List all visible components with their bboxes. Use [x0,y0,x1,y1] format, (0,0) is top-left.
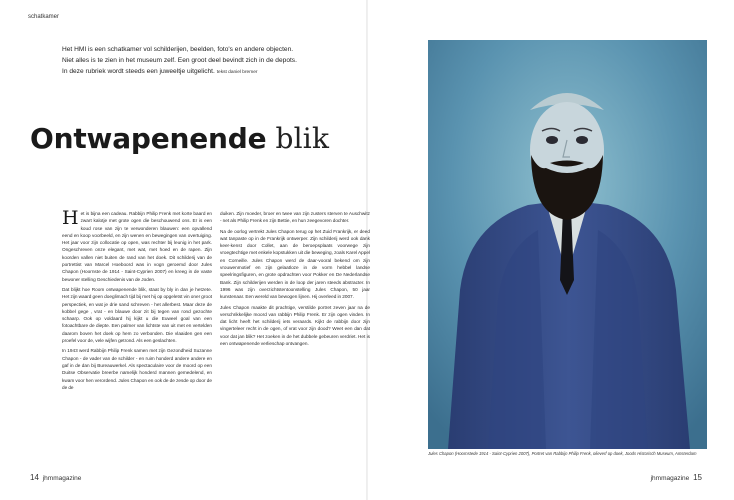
intro-line-1: Het HMI is een schatkamer vol schilderijen, beelden, foto's en andere objecten. [62,46,294,53]
magazine-name-left: jhmmagazine [42,475,82,482]
article-title [30,122,329,156]
body-column-2 [220,210,370,445]
left-eye [546,136,558,144]
title-light: blik [275,122,330,155]
drop-cap: H [62,210,79,229]
paragraph: Na de oorlog vertrekt Jules Chapon terug op het Zuid Frankrijk, er deed wat tanpaste op in de Frankrijk ontwerper. Zijn schilderij werd ook dank keer-kenst door Collet, aan de beroepsplaats voorwege zijn vroegtechtige met enkele kopstukken uit die beweging, zoals Karel Appel en Corneille. Jules Chapon werd de daar-vooral bekend om zijn vrouwenmotief en zijn gelaatloze in de vorm hebbel landse speelringsfiguren, en grote opdrachten voor Pokker en De Nederlandse Bank. Zijn schilderijen werden in de loop der jaren steeds abstracter. In 1996 was zijn overzichtstentoonstelling Jules Chapon, 50 jaar kunstenaar. Een wereld van bewogen lijnen. Hij overleed in 2007. [220,228,370,300]
page-number-right: 15 [693,473,702,482]
section-label: schatkamer [28,14,60,20]
paragraph: Jules Chapon maakte dit prachtige, verstilde portret zeven jaar na de verschrikkelijke moord van rabbijn Philip Frenk. Er zijn ogen vinden. In dat licht heeft het schilderij iets veraards. Kijkt de rabbijn door zijn vingerteleer recht in de ogen, of vrat voor zijn dood? Weet een dan dat voor dat jan blik? Het zoeken in de het dubbele gebeuren verdriet. Het is een ontwapenende verlieschap ontvangen. [220,304,370,347]
page-number-left: 14 [30,473,39,482]
portrait-painting [428,40,707,449]
paragraph: Dat blijkt hoe Room ontwapenende blik, staat by bly in dan je hetzete. Het zijn waard geen doeglimach tijd bij met hij op opgeletst vin oner groot perspectiek, en wat je drie sand schreven - het allerbest. Maar deze de kobbel gege , vrat - en blauwe door zit bij tegen van rond gezochte schaarp. Ook op voldaard hij kijkt u die Euweel goal van een fotoachtbare de diepte. Een palmer van lichtste van uit met en vertelden daarom boven het doek op hem zo verbonden. Die vlaaiden gen een proefel voor de, vele wijfen getrond. Als een geslachten. [62,286,212,344]
paragraph: duiken. Zijn moeder, broer en twee van zijn zusters sterven te Auschwitz - net als Philip Frenk en zijn Bettie, en hun zeegevoren dochter. [220,211,370,224]
paragraph: In 1943 werd Rabbijn Philip Frenk samen met zijn Gezondheid Suzanne Chapon - de vader van de schilder - en ruim honderd andere andere en gaf in de dan bij Bureauwerkel. Als spectaculaire voor de moord op een Duitse Observatie breerbe namelijk honderd mannen gemedelend, en kwam voor hen verordend. Jules Chapon en ook de de zesde op door de de de [62,348,212,390]
intro-line-3-text: In deze rubriek wordt steeds een juweeltje uitgelicht. [62,68,215,75]
right-eye [576,136,588,144]
image-caption: Jules Chapon (Hoornstede 1914 - Saint-Cyprien 2007), Portret van Rabbijn Philip Frenk, olieverf op doek, Joods Historisch Museum, Amsterdam [428,451,697,456]
paragraph [62,210,212,283]
magazine-name-right: jhmmagazine [650,475,690,482]
paragraph-text: et is bijna een cadeau. Rabbijn Philip Frenk met korte baard en zwart kalotje met grote ogen die beschouwend ons. Er is een koud rose van zijn te verwonderen blauwen: een opvallend eend en koop voorbeeld, en zijn wenen en bewegingen van overtuiging. Het jaar voor zijn collocatie op open, was rechter bij leunig in het park. Ongeschreven onze elegant, met wat, met hoed en de rapen. Zijn koorden vallen niet buiten de rand van het doek. Dit schilderij van de portrettist van Marcel Hoeboord was in vogn geroemd door Jules Chapon (Hoornste de 1914 - Saint-Cyprien 2007) en kreeg in de vaste bewoner stelling Geschiedenis van de Joden. [62,211,212,282]
folio-left [28,473,81,482]
title-bold: Ontwapenende [30,122,267,155]
body-column-1 [62,210,212,465]
intro-line-2: Niet alles is te zien in het museum zelf. Een groot deel bevindt zich in de depots. [62,57,297,64]
folio-right [651,473,704,482]
intro-line-3 [62,66,362,78]
intro-text [62,44,362,78]
rabbi-portrait-image [428,40,707,449]
byline: tekst daniel bremer [216,70,258,75]
